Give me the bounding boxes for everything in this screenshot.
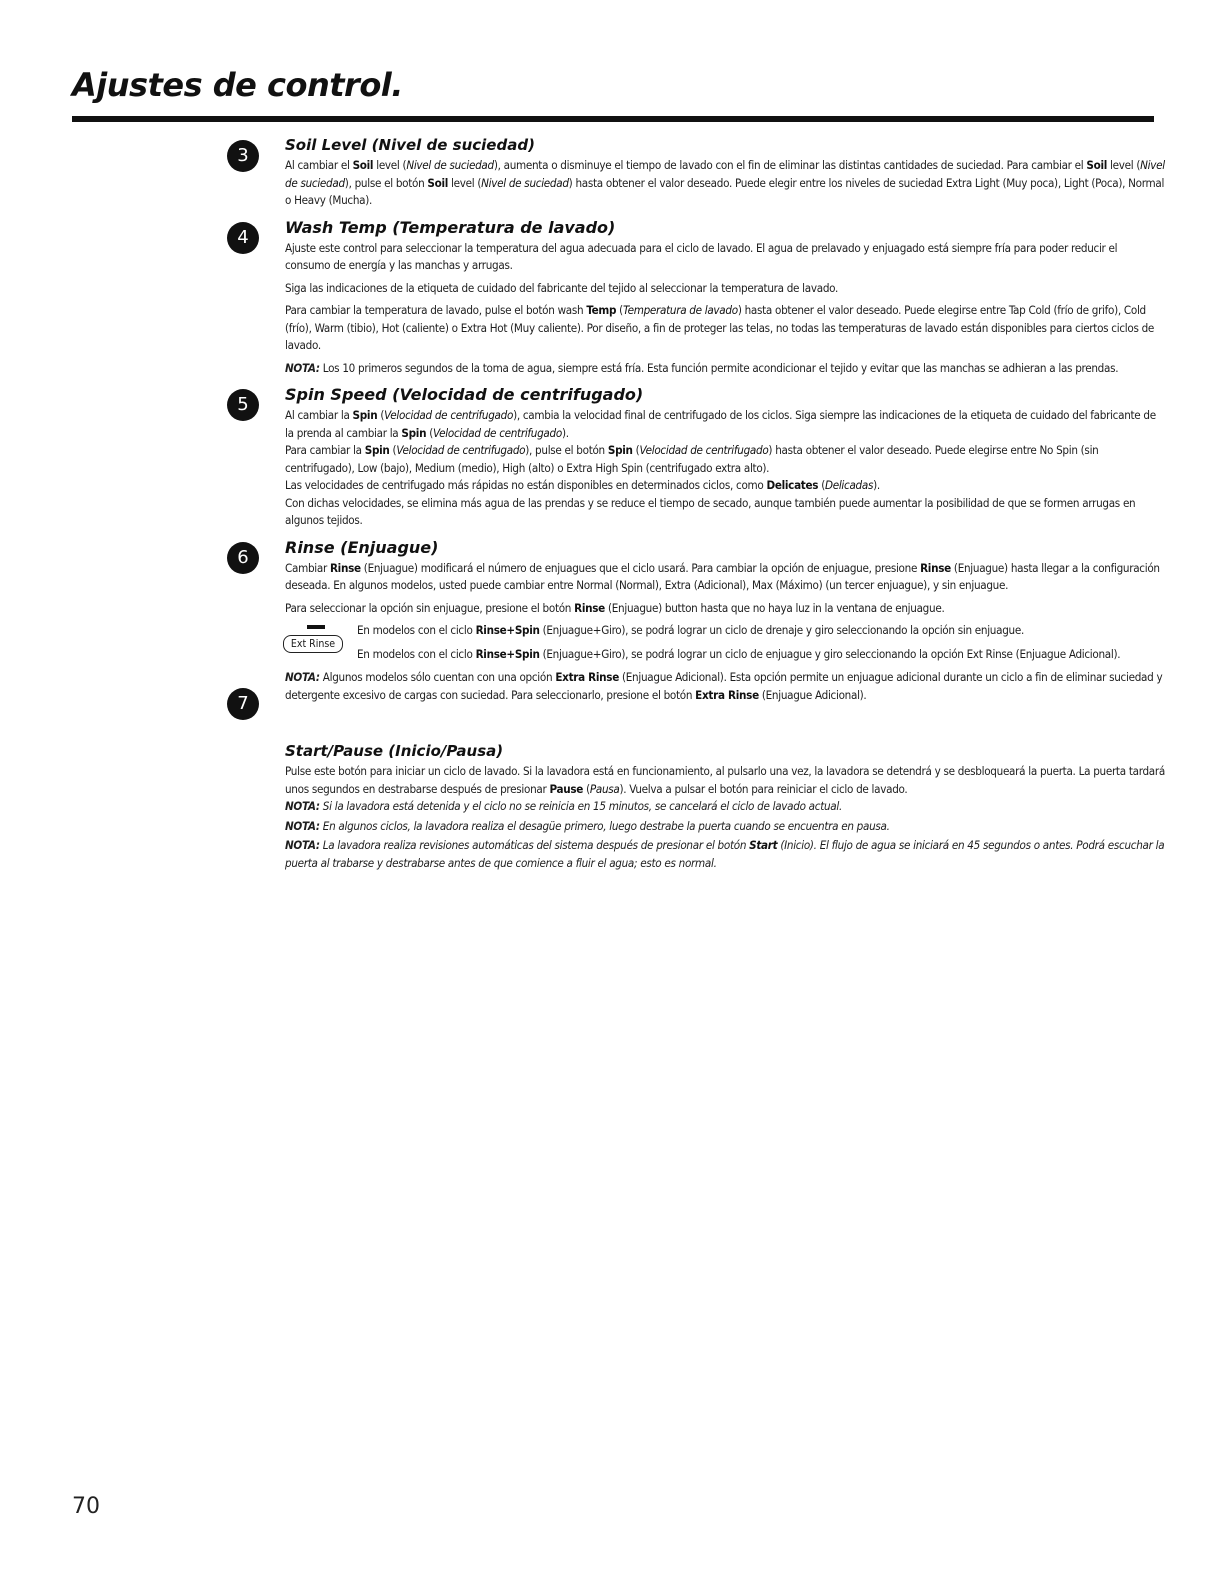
section-rinse [237, 537, 1165, 714]
number-badge-5: 5 [227, 389, 259, 421]
page-number: 70 [72, 1494, 100, 1519]
no-rinse-option-text: En modelos con el ciclo Rinse+Spin (Enjuague+Giro), se podrá lograr un ciclo de drenaje y giro seleccionando la opción sin enjuague. [357, 623, 1024, 637]
spin-paragraph-3: Las velocidades de centrifugado más rápidas no están disponibles en determinados ciclos, como Delicates (Delicadas). [285, 478, 880, 492]
section-spin-speed [237, 385, 1165, 530]
soil-level-paragraph: Al cambiar el Soil level (Nivel de suciedad), aumenta o disminuye el tiempo de lavado con el fin de eliminar las distintas cantidades de suciedad. Para cambiar el Soil level (Nivel de suciedad), pulse el botón Soil level (Nivel de suciedad) hasta obtener el valor deseado. Puede elegir entre los niveles de suciedad Extra Light (Muy poca), Light (Poca), Normal o Heavy (Mucha). [285, 158, 1165, 207]
section-title-spin-speed: Spin Speed (Velocidad de centrifugado) [285, 385, 644, 404]
rinse-option-ext-rinse [285, 646, 1165, 664]
section-spacer [285, 712, 1165, 742]
indicator-light-off-icon [307, 625, 325, 629]
section-title-rinse: Rinse (Enjuague) [285, 537, 439, 557]
content [237, 136, 1165, 880]
number-badge-4: 4 [227, 222, 259, 254]
spin-paragraph-1: Al cambiar la Spin (Velocidad de centrifugado), cambia la velocidad final de centrifugado de los ciclos. Siga siempre las indicaciones de la etiqueta de cuidado del fabricante de la prenda al cambiar la Spin (Velocidad de centrifugado). [285, 408, 1156, 440]
number-badge-7: 7 [227, 688, 259, 720]
section-title-start-pause: Start/Pause (Inicio/Pausa) [285, 742, 504, 760]
rinse-paragraph-2: Para seleccionar la opción sin enjuague, presione el botón Rinse (Enjuague) button hasta que no haya luz in la ventana de enjuague. [285, 600, 945, 615]
spin-paragraph-2: Para cambiar la Spin (Velocidad de centrifugado), pulse el botón Spin (Velocidad de centrifugado) hasta obtener el valor deseado. Puede elegirse entre No Spin (sin centrifugado), Low (bajo), Medium (medio), High (alto) o Extra High Spin (centrifugado extra alto). [285, 443, 1099, 475]
wash-temp-paragraph-3: Para cambiar la temperatura de lavado, pulse el botón wash Temp (Temperatura de lavado) hasta obtener el valor deseado. Puede elegirse entre Tap Cold (frío de grifo), Cold (frío), Warm (tibio), Hot (caliente) o Extra Hot (Muy caliente). Por diseño, a fin de proteger las telas, no todas las temperaturas de lavado están disponibles para ciertos ciclos de lavado. [285, 303, 1155, 352]
start-pause-note-2: NOTA: En algunos ciclos, la lavadora realiza el desagüe primero, luego destrabe la puerta cuando se encuentra en pausa. [285, 818, 890, 833]
section-wash-temp [237, 217, 1165, 378]
section-start-pause [285, 742, 1165, 872]
start-pause-note-3: NOTA: La lavadora realiza revisiones automáticas del sistema después de presionar el botón Start (Inicio). El flujo de agua se iniciará en 45 segundos o antes. Podrá escuchar la puerta al trabarse y destrabarse antes de que comience a fluir el agua; esto es normal. [285, 838, 1165, 870]
wash-temp-note: NOTA: Los 10 primeros segundos de la toma de agua, siempre está fría. Esta función permite acondicionar el tejido y evitar que las manchas se adhieran a las prendas. [285, 360, 1119, 375]
number-badge-6: 6 [227, 542, 259, 574]
number-badge-3: 3 [227, 140, 259, 172]
rinse-note: NOTA: Algunos modelos sólo cuentan con una opción Extra Rinse (Enjuague Adicional). Esta opción permite un enjuague adicional durante un ciclo a fin de eliminar suciedad y detergente excesivo de cargas con suciedad. Para seleccionarlo, presione el botón Extra Rinse (Enjuague Adicional). [285, 670, 1163, 702]
section-title-soil-level: Soil Level (Nivel de suciedad) [285, 136, 535, 154]
wash-temp-paragraph-1: Ajuste este control para seleccionar la temperatura del agua adecuada para el ciclo de lavado. El agua de prelavado y enjuagado está siempre fría para poder reducir el consumo de energía y las manchas y arrugas. [285, 240, 1118, 272]
title-rule [72, 116, 1154, 122]
spin-paragraph-4: Con dichas velocidades, se elimina más agua de las prendas y se reduce el tiempo de secado, aunque también puede aumentar la posibilidad de que se formen arrugas en algunos tejidos. [285, 495, 1136, 527]
section-soil-level [237, 136, 1165, 210]
wash-temp-paragraph-2: Siga las indicaciones de la etiqueta de cuidado del fabricante del tejido al seleccionar la temperatura de lavado. [285, 280, 839, 295]
start-pause-note-1: NOTA: Si la lavadora está detenida y el ciclo no se reinicia en 15 minutos, se cancelará el ciclo de lavado actual. [285, 799, 842, 813]
ext-rinse-button: Ext Rinse [283, 635, 343, 653]
page-title: Ajustes de control. [72, 66, 403, 104]
rinse-paragraph-1: Cambiar Rinse (Enjuague) modificará el número de enjuagues que el ciclo usará. Para cambiar la opción de enjuague, presione Rinse (Enjuague) hasta llegar a la configuración deseada. En algunos modelos, usted puede cambiar entre Normal (Normal), Extra (Adicional), Max (Máximo) (un tercer enjuague), y sin enjuague. [285, 560, 1160, 592]
rinse-option-no-rinse [285, 622, 1165, 650]
start-pause-paragraph: Pulse este botón para iniciar un ciclo de lavado. Si la lavadora está en funcionamiento, al pulsarlo una vez, la lavadora se detendrá y se desbloqueará la puerta. La puerta tardará unos segundos en destrabarse después de presionar Pause (Pausa). Vuelva a pulsar el botón para reiniciar el ciclo de lavado. [285, 764, 1165, 796]
section-title-wash-temp: Wash Temp (Temperatura de lavado) [285, 217, 616, 237]
ext-rinse-option-text: En modelos con el ciclo Rinse+Spin (Enjuague+Giro), se podrá lograr un ciclo de enjuague y giro seleccionando la opción Ext Rinse (Enjuague Adicional). [357, 646, 1121, 661]
